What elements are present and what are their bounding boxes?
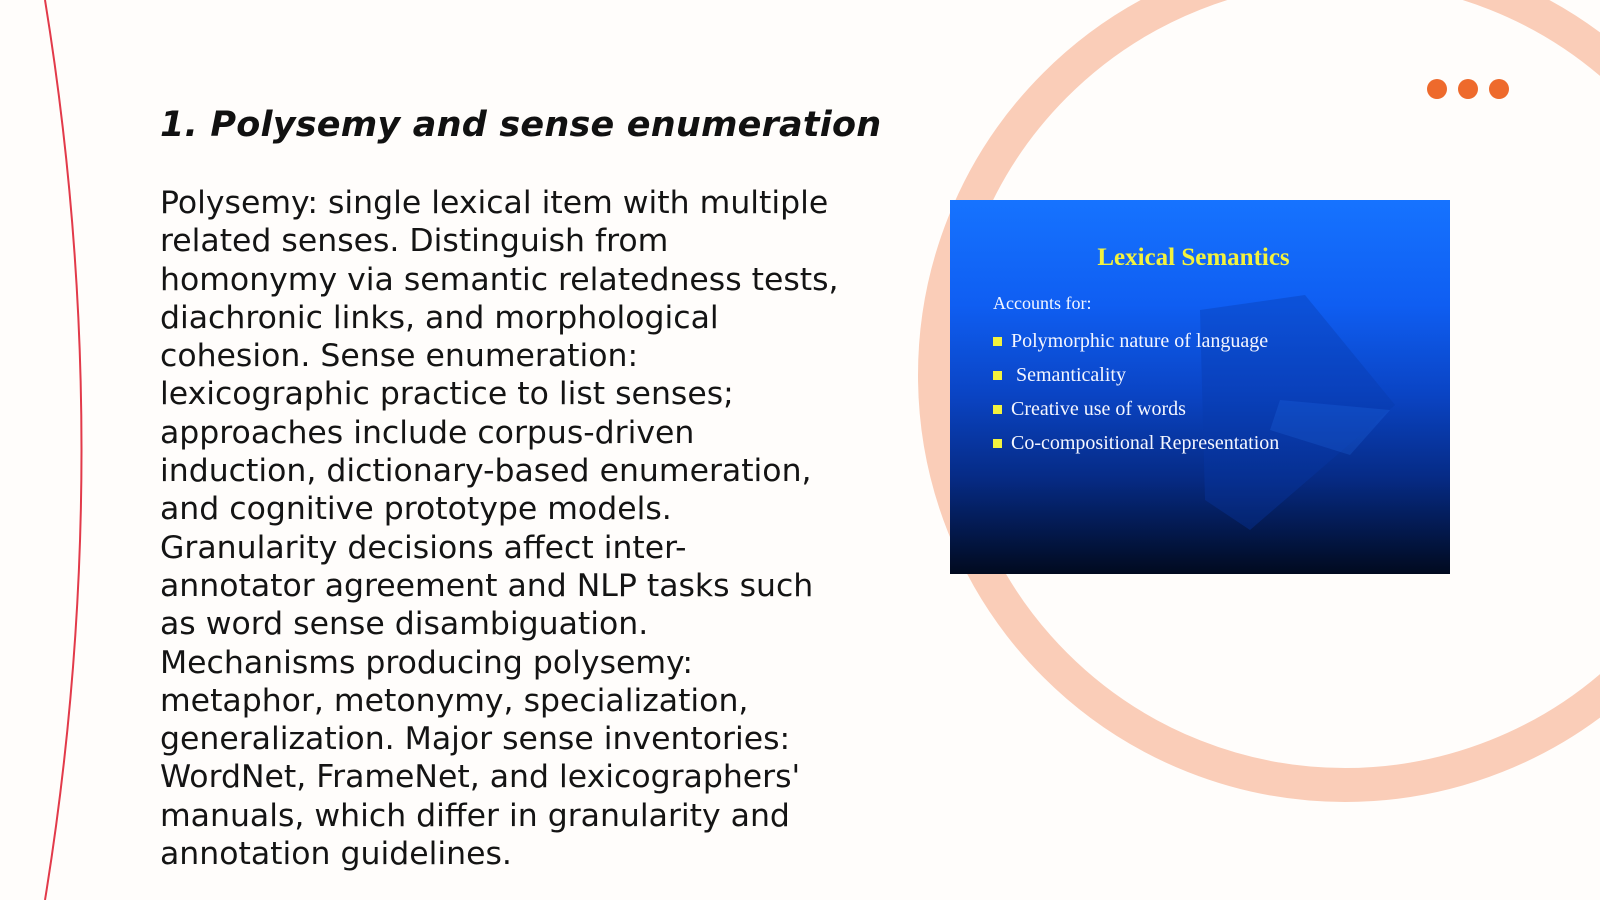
- embedded-slide-list: [993, 324, 1279, 460]
- list-item: [993, 392, 1279, 426]
- dot: [1427, 79, 1447, 99]
- left-curve-line: [45, 0, 82, 900]
- embedded-slide-subtitle: Accounts for:: [993, 293, 1092, 313]
- embedded-slide-image: [950, 200, 1450, 574]
- bullet-square-icon: [993, 405, 1002, 414]
- bullet-square-icon: [993, 337, 1002, 346]
- bullet-square-icon: [993, 371, 1002, 380]
- list-item-text: Semanticality: [1011, 363, 1126, 386]
- list-item: [993, 324, 1279, 358]
- bullet-square-icon: [993, 439, 1002, 448]
- dot: [1489, 79, 1509, 99]
- slide-title: 1. Polysemy and sense enumeration: [160, 105, 882, 145]
- list-item: [993, 426, 1279, 460]
- dot: [1458, 79, 1478, 99]
- list-item-text: Polymorphic nature of language: [1011, 329, 1269, 352]
- list-item-text: Co-compositional Representation: [1011, 431, 1280, 454]
- list-item-text: Creative use of words: [1011, 397, 1186, 420]
- list-item: [993, 358, 1279, 392]
- slide-body-text: Polysemy: single lexical item with multiple related senses. Distinguish from homonymy via semantic relatedness tests, diachronic links, and morphological cohesion. Sense enumeration: lexicographic practice to list senses; approaches include corpus-driven induction, dictionary-based enumeration, and cognitive prototype models. Granularity decisions affect inter-annotator agreement and NLP tasks such as word sense disambiguation. Mechanisms producing polysemy: metaphor, metonymy, specialization, generalization. Major sense inventories: WordNet, FrameNet, and lexicographers' manuals, which differ in granularity and annotation guidelines.: [160, 185, 839, 873]
- embedded-slide-title: Lexical Semantics: [1097, 244, 1290, 271]
- more-options-icon[interactable]: [1427, 79, 1509, 99]
